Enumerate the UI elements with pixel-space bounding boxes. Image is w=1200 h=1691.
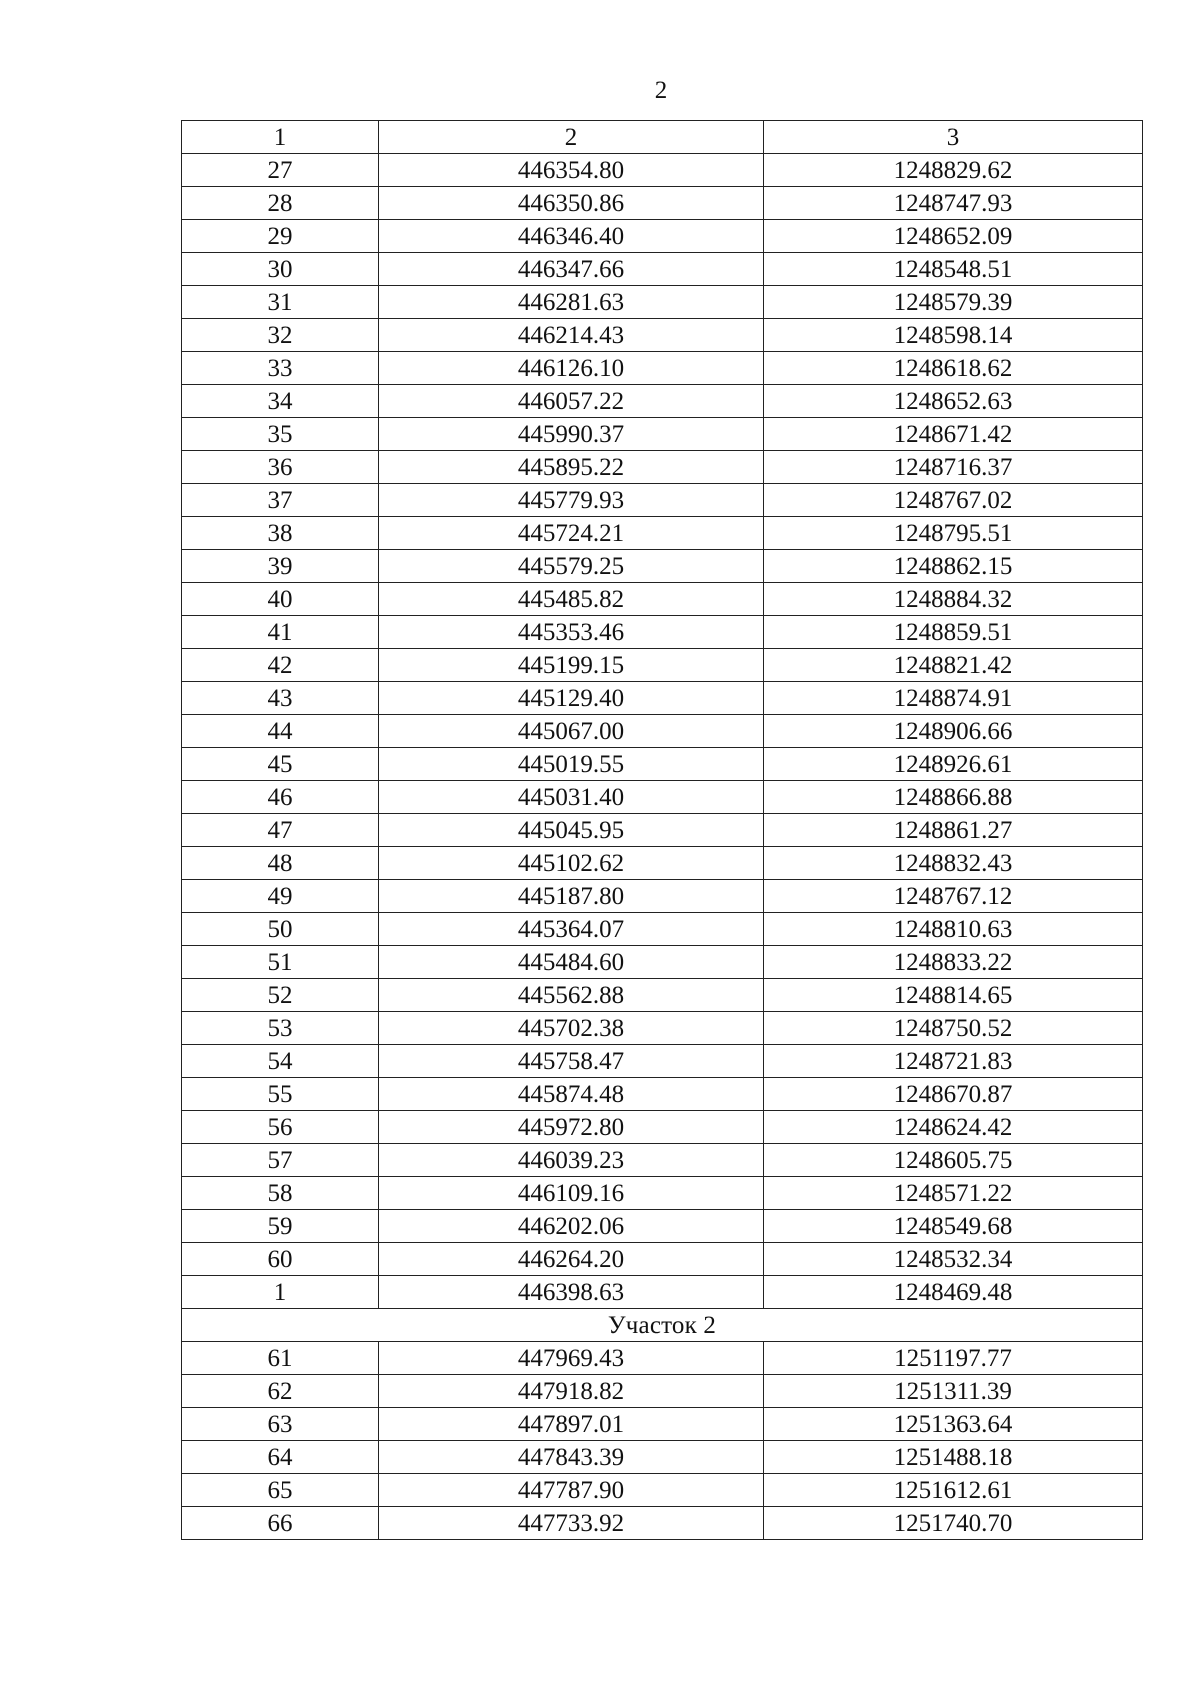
table-row <box>182 1408 1143 1441</box>
x-coordinate-cell: 446354.80 <box>379 154 764 187</box>
x-coordinate-cell: 445724.21 <box>379 517 764 550</box>
y-coordinate-cell: 1248469.48 <box>764 1276 1143 1309</box>
table-row <box>182 979 1143 1012</box>
table-row <box>182 1045 1143 1078</box>
table-row <box>182 187 1143 220</box>
point-number-cell: 63 <box>182 1408 379 1441</box>
x-coordinate-cell: 445031.40 <box>379 781 764 814</box>
point-number-cell: 66 <box>182 1507 379 1540</box>
x-coordinate-cell: 446057.22 <box>379 385 764 418</box>
header-cell-y: 3 <box>764 121 1143 154</box>
x-coordinate-cell: 446346.40 <box>379 220 764 253</box>
table-row <box>182 1276 1143 1309</box>
y-coordinate-cell: 1248750.52 <box>764 1012 1143 1045</box>
x-coordinate-cell: 445187.80 <box>379 880 764 913</box>
x-coordinate-cell: 446398.63 <box>379 1276 764 1309</box>
y-coordinate-cell: 1248821.42 <box>764 649 1143 682</box>
x-coordinate-cell: 447918.82 <box>379 1375 764 1408</box>
x-coordinate-cell: 446347.66 <box>379 253 764 286</box>
y-coordinate-cell: 1248747.93 <box>764 187 1143 220</box>
table-row <box>182 1474 1143 1507</box>
y-coordinate-cell: 1248906.66 <box>764 715 1143 748</box>
table-row <box>182 286 1143 319</box>
table-row <box>182 1210 1143 1243</box>
x-coordinate-cell: 445779.93 <box>379 484 764 517</box>
point-number-cell: 31 <box>182 286 379 319</box>
table-row <box>182 1243 1143 1276</box>
y-coordinate-cell: 1248767.02 <box>764 484 1143 517</box>
y-coordinate-cell: 1248829.62 <box>764 154 1143 187</box>
y-coordinate-cell: 1248874.91 <box>764 682 1143 715</box>
y-coordinate-cell: 1248548.51 <box>764 253 1143 286</box>
table-row <box>182 715 1143 748</box>
x-coordinate-cell: 445019.55 <box>379 748 764 781</box>
point-number-cell: 57 <box>182 1144 379 1177</box>
point-number-cell: 1 <box>182 1276 379 1309</box>
point-number-cell: 49 <box>182 880 379 913</box>
y-coordinate-cell: 1248859.51 <box>764 616 1143 649</box>
x-coordinate-cell: 446202.06 <box>379 1210 764 1243</box>
header-cell-point: 1 <box>182 121 379 154</box>
y-coordinate-cell: 1248721.83 <box>764 1045 1143 1078</box>
y-coordinate-cell: 1248833.22 <box>764 946 1143 979</box>
y-coordinate-cell: 1248810.63 <box>764 913 1143 946</box>
x-coordinate-cell: 445199.15 <box>379 649 764 682</box>
x-coordinate-cell: 445895.22 <box>379 451 764 484</box>
table-row <box>182 220 1143 253</box>
table-row <box>182 781 1143 814</box>
point-number-cell: 48 <box>182 847 379 880</box>
y-coordinate-cell: 1248579.39 <box>764 286 1143 319</box>
point-number-cell: 38 <box>182 517 379 550</box>
table-row <box>182 1111 1143 1144</box>
point-number-cell: 62 <box>182 1375 379 1408</box>
x-coordinate-cell: 445874.48 <box>379 1078 764 1111</box>
point-number-cell: 44 <box>182 715 379 748</box>
y-coordinate-cell: 1248532.34 <box>764 1243 1143 1276</box>
table-row <box>182 253 1143 286</box>
y-coordinate-cell: 1248618.62 <box>764 352 1143 385</box>
x-coordinate-cell: 445484.60 <box>379 946 764 979</box>
table-header-row <box>182 121 1143 154</box>
y-coordinate-cell: 1248795.51 <box>764 517 1143 550</box>
table-row <box>182 1144 1143 1177</box>
y-coordinate-cell: 1248670.87 <box>764 1078 1143 1111</box>
y-coordinate-cell: 1251363.64 <box>764 1408 1143 1441</box>
y-coordinate-cell: 1248671.42 <box>764 418 1143 451</box>
y-coordinate-cell: 1248652.09 <box>764 220 1143 253</box>
x-coordinate-cell: 446126.10 <box>379 352 764 385</box>
table-row <box>182 583 1143 616</box>
point-number-cell: 33 <box>182 352 379 385</box>
header-cell-x: 2 <box>379 121 764 154</box>
table-row <box>182 385 1143 418</box>
x-coordinate-cell: 445353.46 <box>379 616 764 649</box>
table-row <box>182 484 1143 517</box>
x-coordinate-cell: 447787.90 <box>379 1474 764 1507</box>
point-number-cell: 47 <box>182 814 379 847</box>
table-row <box>182 1078 1143 1111</box>
point-number-cell: 34 <box>182 385 379 418</box>
x-coordinate-cell: 445067.00 <box>379 715 764 748</box>
coordinates-table <box>181 120 1143 1540</box>
x-coordinate-cell: 446039.23 <box>379 1144 764 1177</box>
point-number-cell: 56 <box>182 1111 379 1144</box>
point-number-cell: 58 <box>182 1177 379 1210</box>
x-coordinate-cell: 446214.43 <box>379 319 764 352</box>
x-coordinate-cell: 445485.82 <box>379 583 764 616</box>
x-coordinate-cell: 447897.01 <box>379 1408 764 1441</box>
x-coordinate-cell: 445045.95 <box>379 814 764 847</box>
table-row <box>182 418 1143 451</box>
section-row <box>182 1309 1143 1342</box>
table-row <box>182 847 1143 880</box>
point-number-cell: 45 <box>182 748 379 781</box>
x-coordinate-cell: 445364.07 <box>379 913 764 946</box>
x-coordinate-cell: 447733.92 <box>379 1507 764 1540</box>
y-coordinate-cell: 1248814.65 <box>764 979 1143 1012</box>
table-row <box>182 1375 1143 1408</box>
table-row <box>182 616 1143 649</box>
y-coordinate-cell: 1248716.37 <box>764 451 1143 484</box>
table-row <box>182 1507 1143 1540</box>
y-coordinate-cell: 1248767.12 <box>764 880 1143 913</box>
table-row <box>182 913 1143 946</box>
section-title: Участок 2 <box>182 1309 1143 1342</box>
x-coordinate-cell: 447969.43 <box>379 1342 764 1375</box>
y-coordinate-cell: 1248884.32 <box>764 583 1143 616</box>
table-row <box>182 748 1143 781</box>
table-row <box>182 319 1143 352</box>
table-row <box>182 352 1143 385</box>
table-row <box>182 1012 1143 1045</box>
point-number-cell: 52 <box>182 979 379 1012</box>
y-coordinate-cell: 1248832.43 <box>764 847 1143 880</box>
y-coordinate-cell: 1248862.15 <box>764 550 1143 583</box>
table-row <box>182 1177 1143 1210</box>
point-number-cell: 42 <box>182 649 379 682</box>
point-number-cell: 53 <box>182 1012 379 1045</box>
table-row <box>182 550 1143 583</box>
x-coordinate-cell: 445129.40 <box>379 682 764 715</box>
point-number-cell: 32 <box>182 319 379 352</box>
point-number-cell: 55 <box>182 1078 379 1111</box>
table-row <box>182 1342 1143 1375</box>
point-number-cell: 30 <box>182 253 379 286</box>
x-coordinate-cell: 445562.88 <box>379 979 764 1012</box>
point-number-cell: 28 <box>182 187 379 220</box>
table-row <box>182 649 1143 682</box>
point-number-cell: 36 <box>182 451 379 484</box>
y-coordinate-cell: 1251311.39 <box>764 1375 1143 1408</box>
x-coordinate-cell: 447843.39 <box>379 1441 764 1474</box>
x-coordinate-cell: 445990.37 <box>379 418 764 451</box>
point-number-cell: 51 <box>182 946 379 979</box>
x-coordinate-cell: 446281.63 <box>379 286 764 319</box>
x-coordinate-cell: 446264.20 <box>379 1243 764 1276</box>
point-number-cell: 54 <box>182 1045 379 1078</box>
y-coordinate-cell: 1251488.18 <box>764 1441 1143 1474</box>
page-number: 2 <box>654 77 668 104</box>
coordinates-table-body <box>182 121 1143 1540</box>
table-row <box>182 451 1143 484</box>
point-number-cell: 61 <box>182 1342 379 1375</box>
y-coordinate-cell: 1248861.27 <box>764 814 1143 847</box>
point-number-cell: 41 <box>182 616 379 649</box>
point-number-cell: 60 <box>182 1243 379 1276</box>
y-coordinate-cell: 1248549.68 <box>764 1210 1143 1243</box>
table-row <box>182 517 1143 550</box>
y-coordinate-cell: 1251612.61 <box>764 1474 1143 1507</box>
point-number-cell: 46 <box>182 781 379 814</box>
x-coordinate-cell: 446350.86 <box>379 187 764 220</box>
x-coordinate-cell: 445102.62 <box>379 847 764 880</box>
y-coordinate-cell: 1251197.77 <box>764 1342 1143 1375</box>
x-coordinate-cell: 445702.38 <box>379 1012 764 1045</box>
table-row <box>182 880 1143 913</box>
table-row <box>182 814 1143 847</box>
table-row <box>182 1441 1143 1474</box>
y-coordinate-cell: 1248926.61 <box>764 748 1143 781</box>
y-coordinate-cell: 1248598.14 <box>764 319 1143 352</box>
x-coordinate-cell: 445972.80 <box>379 1111 764 1144</box>
point-number-cell: 35 <box>182 418 379 451</box>
point-number-cell: 39 <box>182 550 379 583</box>
point-number-cell: 50 <box>182 913 379 946</box>
table-row <box>182 154 1143 187</box>
point-number-cell: 27 <box>182 154 379 187</box>
point-number-cell: 65 <box>182 1474 379 1507</box>
table-row <box>182 682 1143 715</box>
point-number-cell: 37 <box>182 484 379 517</box>
x-coordinate-cell: 445579.25 <box>379 550 764 583</box>
point-number-cell: 64 <box>182 1441 379 1474</box>
point-number-cell: 29 <box>182 220 379 253</box>
x-coordinate-cell: 445758.47 <box>379 1045 764 1078</box>
point-number-cell: 40 <box>182 583 379 616</box>
y-coordinate-cell: 1248652.63 <box>764 385 1143 418</box>
x-coordinate-cell: 446109.16 <box>379 1177 764 1210</box>
y-coordinate-cell: 1248866.88 <box>764 781 1143 814</box>
y-coordinate-cell: 1251740.70 <box>764 1507 1143 1540</box>
point-number-cell: 43 <box>182 682 379 715</box>
point-number-cell: 59 <box>182 1210 379 1243</box>
y-coordinate-cell: 1248624.42 <box>764 1111 1143 1144</box>
table-row <box>182 946 1143 979</box>
y-coordinate-cell: 1248605.75 <box>764 1144 1143 1177</box>
y-coordinate-cell: 1248571.22 <box>764 1177 1143 1210</box>
